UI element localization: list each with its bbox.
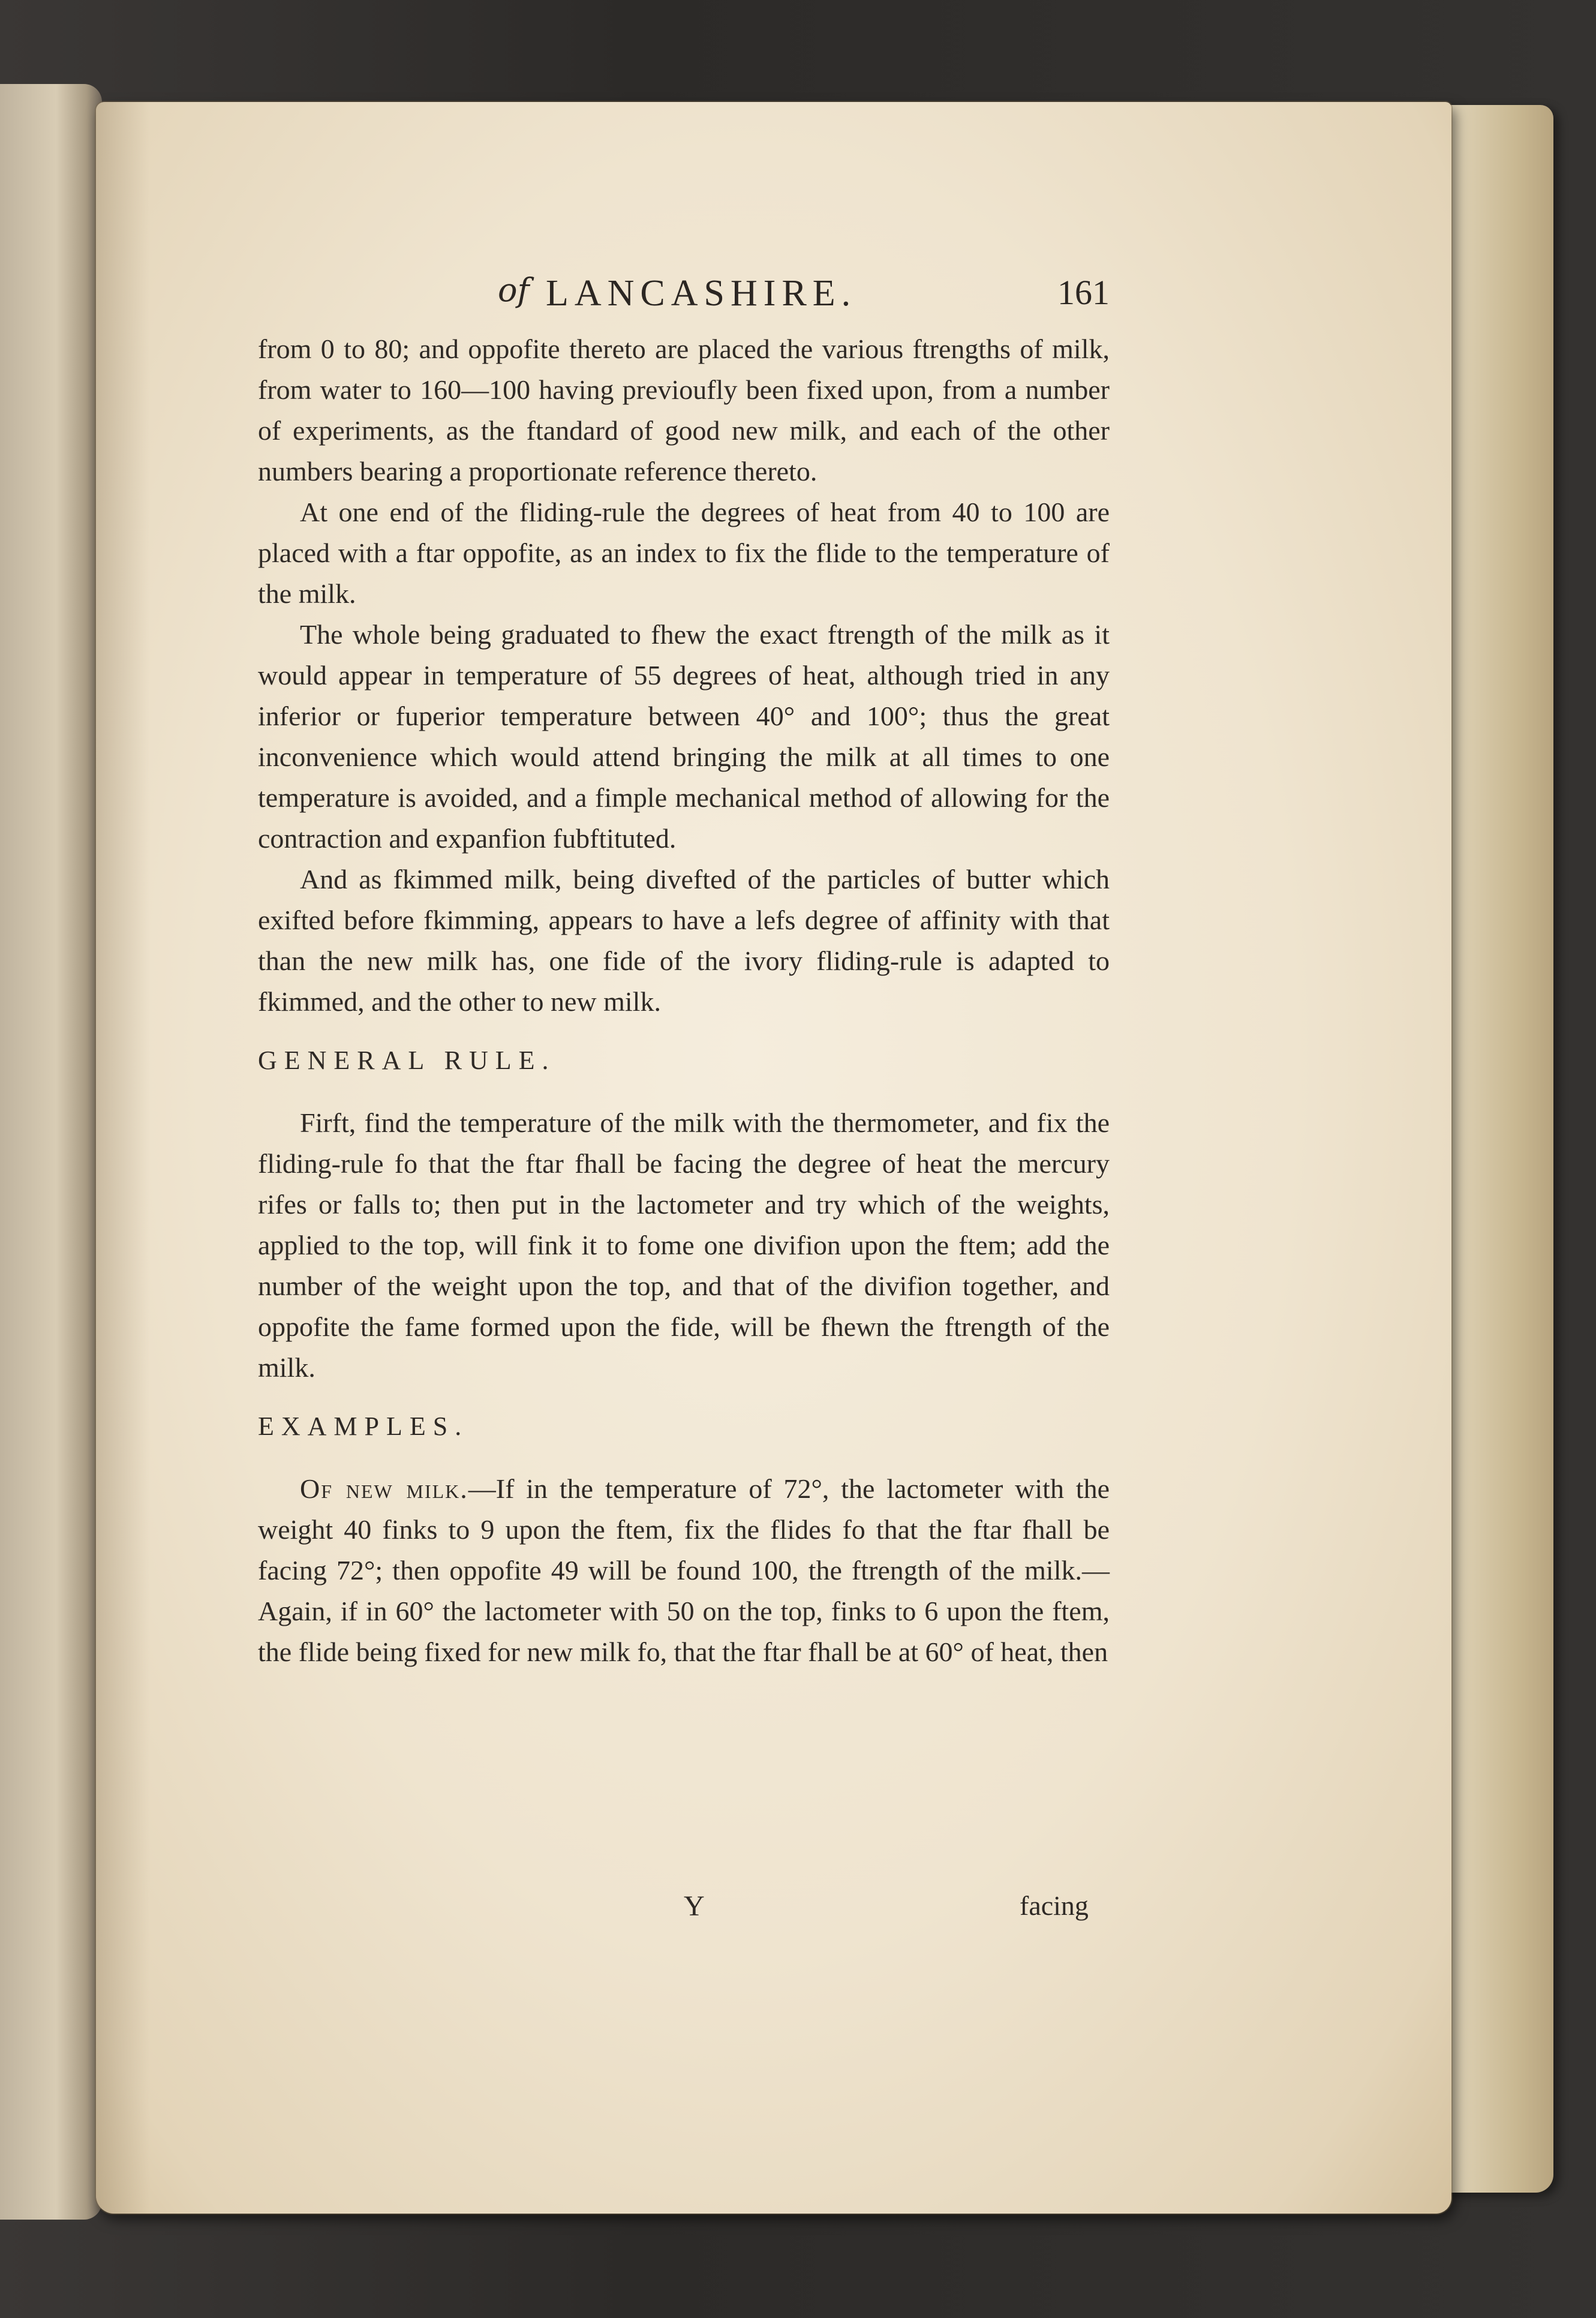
paragraph-6 (258, 1469, 1110, 1673)
running-head (258, 264, 1110, 330)
body-text (258, 329, 1110, 1673)
catchword: facing (1020, 1890, 1089, 1921)
section-heading-general-rule: GENERAL RULE. (258, 1046, 556, 1075)
paragraph-5: Firft, find the temperature of the milk with the thermometer, and fix the fliding-rule fo that the ftar fhall be facing the degree of heat the mercury rifes or falls to; then put in the lactometer and try which of the weights, applied to the top, will fink it to fome one divifion upon the ftem; add the number of the weight upon the top, and that of the divifion together, and oppofite the fame formed upon the fide, will be fhewn the ftrength of the milk. (258, 1107, 1110, 1383)
page-number: 161 (1057, 273, 1110, 312)
paragraph-4: And as fkimmed milk, being divefted of the particles of butter which exifted before fkimming, appears to have a lefs degree of affinity with that than the new milk has, one fide of the ivory fliding-rule is adapted to fkimmed, and the other to new milk. (258, 864, 1110, 1017)
paragraph-6-lead: Of new milk. (300, 1473, 468, 1504)
paragraph-6-body: —If in the temperature of 72°, the lactometer with the weight 40 finks to 9 upon the ftem, fix the flides fo that the ftar fhall be facing 72°; then oppofite 49 will be found 100, the ftrength of the milk.—Again, if in 60° the lactometer with 50 on the top, finks to 6 upon the ftem, the flide being fixed for new milk fo, that the ftar fhall be at 60° of heat, then (258, 1473, 1110, 1667)
section-heading-examples: EXAMPLES. (258, 1412, 469, 1441)
signature-mark: Y (684, 1890, 705, 1922)
left-page-edge (0, 84, 102, 2220)
paragraph-1: from 0 to 80; and oppofite thereto are placed the various ftrengths of milk, from water to 160—100 having previoufly been fixed upon, from a number of experiments, as the ftandard of good new milk, and each of the other numbers bearing a proportionate reference thereto. (258, 334, 1110, 487)
paragraph-3: The whole being graduated to fhew the exact ftrength of the milk as it would appear in temperature of 55 degrees of heat, although tried in any inferior or fuperior temperature between 40° and 100°; thus the great inconvenience which would attend bringing the milk at all times to one temperature is avoided, and a fimple mechanical method of allowing for the contraction and expanfion fubftituted. (258, 619, 1110, 854)
page-gutter-shadow (96, 102, 150, 2214)
paragraph-2: At one end of the fliding-rule the degrees of heat from 40 to 100 are placed with a ftar oppofite, as an index to fix the flide to the temperature of the milk. (258, 497, 1110, 609)
running-head-of: of (498, 271, 530, 309)
running-head-title: LANCASHIRE. (546, 273, 857, 314)
